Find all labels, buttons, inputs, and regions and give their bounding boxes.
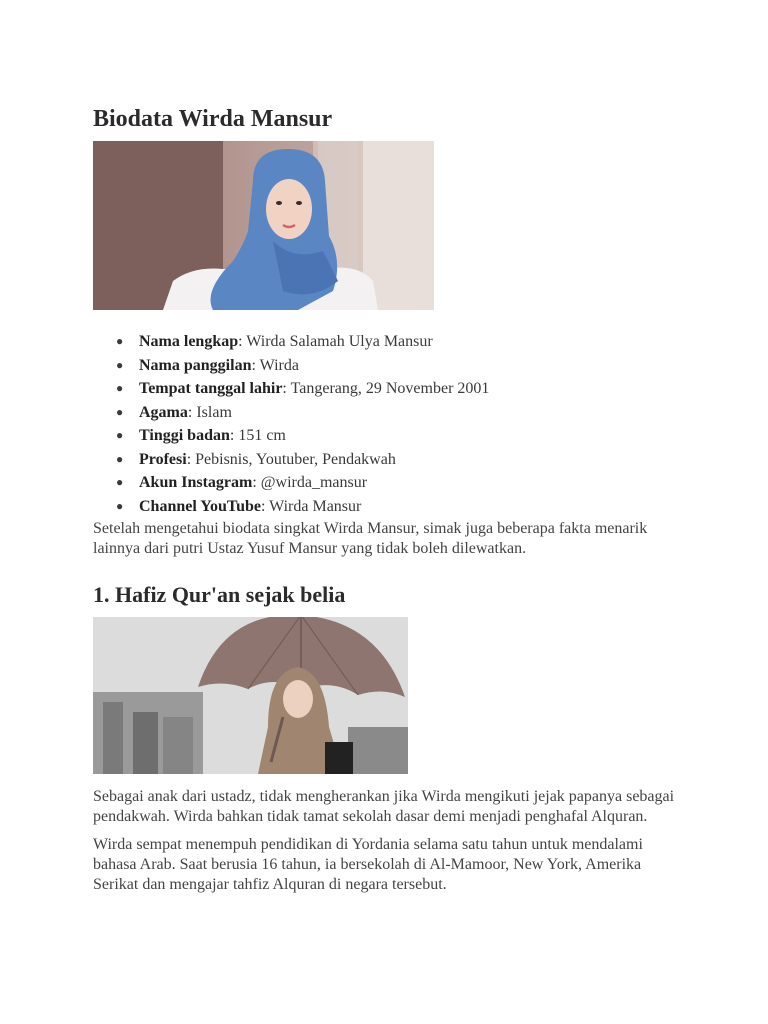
biodata-list [93, 330, 693, 518]
list-item: ● Channel YouTube: Wirda Mansur [116, 497, 362, 515]
list-item: ● Akun Instagram: @wirda_mansur [116, 474, 368, 491]
intro-paragraph: Setelah mengetahui biodata singkat Wirda Mansur, simak juga beberapa fakta menarik lainnya dari putri Ustaz Yusuf Mansur yang tidak boleh dilewatkan. [93, 520, 648, 557]
list-item: ● Tempat tanggal lahir: Tangerang, 29 November 2001 [116, 380, 490, 397]
list-item: ● Nama lengkap: Wirda Salamah Ulya Mansur [116, 333, 433, 350]
portrait-illustration [93, 141, 434, 310]
umbrella-photo [93, 617, 408, 774]
section-heading: 1. Hafiz Qur'an sejak belia [93, 582, 346, 607]
umbrella-illustration [93, 617, 408, 774]
list-item: ● Profesi: Pebisnis, Youtuber, Pendakwah [116, 450, 396, 468]
portrait-photo [93, 141, 434, 310]
paragraph: Sebagai anak dari ustadz, tidak mengherankan jika Wirda mengikuti jejak papanya sebagai pendakwah. Wirda bahkan tidak tamat sekolah dasar demi menjadi penghafal Alquran. [93, 788, 675, 825]
list-item: ● Nama panggilan: Wirda [116, 356, 299, 374]
list-item: ● Agama: Islam [116, 403, 232, 421]
article [93, 104, 693, 895]
article-title: Biodata Wirda Mansur [93, 106, 333, 132]
list-item: ● Tinggi badan: 151 cm [116, 427, 286, 444]
paragraph: Wirda sempat menempuh pendidikan di Yordania selama satu tahun untuk mendalami bahasa Arab. Saat berusia 16 tahun, ia bersekolah di Al-Mamoor, New York, Amerika Serikat dan mengajar tahfiz Alquran di negara tersebut. [93, 836, 643, 893]
